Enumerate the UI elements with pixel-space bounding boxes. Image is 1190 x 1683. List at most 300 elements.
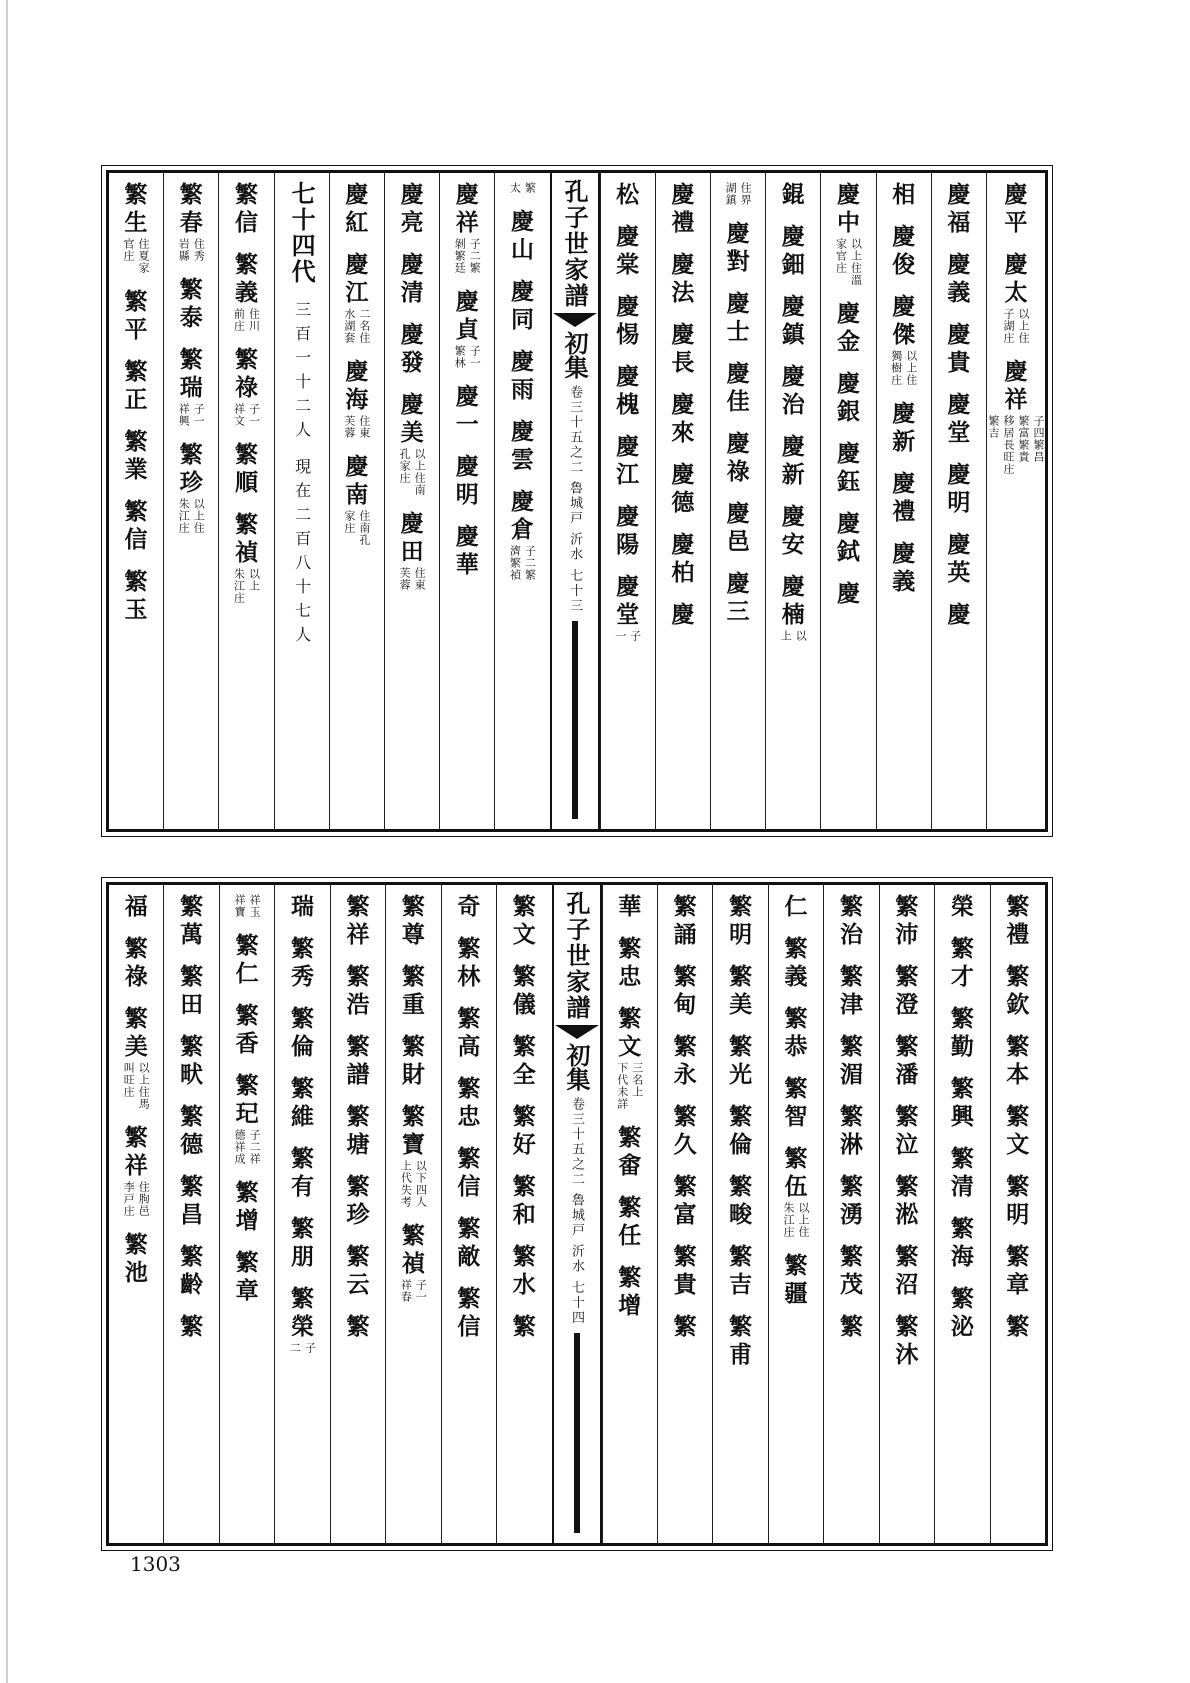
name-char: 安 [781,531,805,558]
annotation-note [232,403,260,427]
name-char: 慶 [400,321,424,348]
genealogy-entry [674,893,697,949]
name-char: 畬 [618,1152,642,1179]
name-char: 淞 [895,1201,919,1228]
genealogy-entry [727,500,750,556]
genealogy-column [990,885,1045,1543]
annotation-note [453,345,481,369]
name-char: 繁 [512,1033,536,1060]
name-char: 繁 [839,1313,863,1340]
name-char: 禮 [671,209,695,236]
generation-count: 三百一十二人 現在二百八十七人 [292,301,312,651]
name-char: 江 [345,279,369,306]
genealogy-column [768,885,823,1543]
annotation-line: 以 [794,630,808,642]
name-char: 棠 [616,251,640,278]
name-char: 一 [455,411,479,438]
annotation-line: 德祥成 [233,1129,247,1165]
genealogy-entry [401,251,424,307]
name-char: 繁 [950,1285,974,1312]
genealogy-entry [291,893,314,921]
name-char: 信 [457,1173,481,1200]
name-char: 昌 [180,1201,204,1228]
genealogy-entry [616,363,639,419]
genealogy-entry [343,453,371,546]
genealogy-entry [513,963,536,1019]
genealogy-entry [951,1005,974,1061]
annotation-note [987,415,1045,475]
name-char: 繁 [512,1103,536,1130]
genealogy-column [385,885,440,1543]
name-char: 慶 [345,181,369,208]
name-char: 繁 [895,1033,919,1060]
genealogy-column [384,173,439,829]
name-char: 繁 [291,1005,315,1032]
genealogy-entry [892,223,915,279]
name-char: 慶 [892,400,916,427]
name-char: 繁 [512,1173,536,1200]
name-char: 繁 [401,1222,425,1249]
name-char: 慶 [400,510,424,537]
genealogy-entry [1006,1243,1029,1299]
name-char: 欽 [1006,991,1030,1018]
name-char: 榮 [291,1313,315,1340]
genealogy-entry [122,181,150,274]
genealogy-entry [125,935,148,991]
genealogy-entry [289,1285,317,1354]
genealogy-entry [782,293,805,349]
annotation-line: 以上住溫 [849,238,863,286]
genealogy-entry [511,348,534,404]
annotation-line: 芙蓉 [398,567,412,591]
genealogy-entry [895,1243,918,1299]
genealogy-entry [1006,1173,1029,1229]
name-char: 繁 [179,276,203,303]
annotation-note [508,182,536,194]
name-char: 繁 [457,935,481,962]
annotation-line: 獨樹庄 [889,350,903,386]
name-char: 繁 [234,251,258,278]
name-char: 香 [235,1030,259,1057]
genealogy-column [820,173,875,829]
name-char: 繁 [124,181,148,208]
name-char: 維 [291,1103,315,1130]
annotation-line: 剝繁廷 [453,238,467,274]
genealogy-entry [343,251,371,344]
name-char: 慶 [455,181,479,208]
name-char: 增 [618,1292,642,1319]
genealogy-entry [729,1313,752,1369]
name-char: 本 [1006,1061,1030,1088]
genealogy-entry [618,893,641,921]
name-char: 文 [1006,1131,1030,1158]
genealogy-entry [895,963,918,1019]
annotation-note [398,567,426,591]
name-char: 繁 [1006,1173,1030,1200]
genealogy-entry [236,1179,259,1235]
name-char: 雲 [510,446,534,473]
name-char: 繁 [234,441,258,468]
book-title: 孔子世家譜 [562,891,591,1021]
name-char: 增 [235,1207,259,1234]
name-char: 繁 [124,1005,148,1032]
name-char: 繁 [673,1173,697,1200]
genealogy-entry [122,1005,150,1110]
genealogy-entry [235,181,258,237]
genealogy-entry [399,1103,427,1208]
name-char: 勤 [950,1033,974,1060]
name-char: 慶 [781,433,805,460]
genealogy-column [329,173,384,829]
genealogy-entry [895,1033,918,1089]
genealogy-entry [291,1075,314,1131]
name-char: 繁 [234,346,258,373]
name-char: 慶 [892,223,916,250]
name-char: 慶 [947,251,971,278]
genealogy-entry [674,1313,697,1341]
genealogy-entry [785,935,808,991]
genealogy-entry [457,1285,480,1341]
genealogy-entry [180,1243,203,1299]
genealogy-entry [951,1075,974,1131]
annotation-note [398,448,426,496]
name-char: 繁 [1006,893,1030,920]
annotation-line: 祥玉 [248,894,262,918]
annotation-line: 上代失考 [399,1160,413,1208]
name-char: 慶 [671,251,695,278]
genealogy-entry [1005,181,1028,237]
annotation-note [233,1129,261,1165]
genealogy-entry [402,893,425,949]
name-char: 義 [234,279,258,306]
annotation-note [233,894,261,918]
name-char: 繁 [839,1033,863,1060]
name-char: 正 [124,386,148,413]
genealogy-entry [232,346,260,427]
genealogy-entry [180,1173,203,1229]
name-char: 德 [671,489,695,516]
name-char: 祿 [124,963,148,990]
name-char: 慶 [510,488,534,515]
annotation-line: 繁林 [453,345,467,369]
name-char: 繁 [895,1103,919,1130]
genealogy-entry [616,433,639,489]
name-char: 慶 [616,363,640,390]
name-char: 禎 [234,539,258,566]
name-char: 繁 [457,1145,481,1172]
name-char: 慶 [781,223,805,250]
genealogy-column [330,885,385,1543]
name-char: 法 [671,279,695,306]
name-char: 湧 [839,1201,863,1228]
genealogy-entry [399,1222,427,1303]
name-char: 慶 [455,523,479,550]
chapter-meta: 卷三十五之二 魯城戸 沂水 七十三 [567,385,583,614]
genealogy-entry [456,453,479,509]
name-char: 繁 [729,1243,753,1270]
name-char: 久 [673,1131,697,1158]
name-char: 祿 [234,374,258,401]
columns-top [109,173,1045,829]
name-char: 慶 [510,418,534,445]
name-char: 鎮 [781,321,805,348]
name-char: 繁 [895,1243,919,1270]
annotation-line: 以上住 [192,498,206,534]
annotation-note [177,403,205,427]
genealogy-column [879,885,934,1543]
name-char: 任 [618,1222,642,1249]
genealogy-entry [840,893,863,949]
annotation-line: 繁吉 [987,415,1000,439]
genealogy-entry [671,321,694,377]
genealogy-entry [782,503,805,559]
name-char: 順 [234,469,258,496]
name-char: 義 [784,963,808,990]
genealogy-entry [727,570,750,626]
name-char: 珍 [179,469,203,496]
genealogy-entry [343,358,371,439]
name-char: 慶 [455,453,479,480]
genealogy-entry [1006,1033,1029,1089]
name-char: 長 [671,349,695,376]
genealogy-column [274,173,329,829]
name-char: 田 [400,538,424,565]
genealogy-column [823,885,878,1543]
name-char: 慶 [671,531,695,558]
name-char: 德 [180,1131,204,1158]
genealogy-entry [508,181,536,194]
name-char: 畎 [180,1061,204,1088]
annotation-line: 祥寶 [233,894,247,918]
name-char: 倫 [729,1131,753,1158]
name-char: 繁 [401,1033,425,1060]
annotation-note [834,238,862,286]
annotation-line: 朱江庄 [782,1202,796,1238]
genealogy-column [439,173,494,829]
annotation-line: 子二繁 [468,238,482,274]
genealogy-column [109,885,163,1543]
center-header [550,173,600,829]
genealogy-entry [987,358,1045,475]
name-char: 繁 [179,346,203,373]
name-char: 山 [510,236,534,263]
name-char: 玘 [235,1100,259,1127]
name-char: 章 [235,1277,259,1304]
name-char: 清 [400,279,424,306]
name-char: 浩 [346,991,370,1018]
genealogy-entry [947,601,970,629]
name-char: 伍 [784,1173,808,1200]
name-char: 繁 [950,1005,974,1032]
genealogy-entry [947,181,970,237]
name-char: 沛 [895,921,919,948]
name-char: 秀 [291,963,315,990]
genealogy-column [765,173,820,829]
genealogy-entry [782,181,805,209]
name-char: 繁 [179,181,203,208]
name-char: 慶 [510,348,534,375]
genealogy-entry [1006,963,1029,1019]
genealogy-panel-top [106,170,1048,832]
name-char: 畯 [729,1201,753,1228]
name-char: 智 [784,1103,808,1130]
name-char: 繁 [673,1033,697,1060]
name-char: 興 [950,1103,974,1130]
genealogy-entry [398,391,426,496]
name-char: 繁 [346,1033,370,1060]
page-spine-line [6,0,8,1683]
genealogy-entry [232,511,260,604]
name-char: 慶 [616,433,640,460]
name-char: 鈿 [781,251,805,278]
name-char: 貴 [673,1271,697,1298]
name-char: 楠 [781,601,805,628]
name-char: 有 [291,1173,315,1200]
name-char: 同 [510,306,534,333]
name-char: 池 [124,1259,148,1286]
name-char: 尊 [401,921,425,948]
genealogy-column [986,173,1045,829]
genealogy-entry [895,1173,918,1229]
name-char: 慶 [947,321,971,348]
annotation-line: 子 [303,1342,317,1354]
name-char: 慶 [836,580,860,607]
name-char: 繁 [950,1215,974,1242]
name-char: 文 [618,1033,642,1060]
genealogy-entry [236,1002,259,1058]
name-char: 繁 [673,963,697,990]
name-char: 繁 [1006,1103,1030,1130]
name-char: 茂 [839,1271,863,1298]
annotation-line: 以上住 [1017,308,1030,344]
name-char: 高 [457,1033,481,1060]
annotation-line: 岩縣 [177,238,191,262]
name-char: 繁 [618,1124,642,1151]
name-char: 繁 [839,1103,863,1130]
genealogy-entry [892,470,915,526]
name-char: 瑞 [179,374,203,401]
genealogy-entry [402,963,425,1019]
name-char: 云 [346,1271,370,1298]
annotation-line: 子一 [468,345,482,369]
genealogy-entry [782,223,805,279]
annotation-note [122,238,150,274]
name-char: 重 [401,991,425,1018]
genealogy-entry [727,430,750,486]
name-char: 慶 [836,510,860,537]
name-char: 金 [836,328,860,355]
genealogy-entry [840,1033,863,1089]
genealogy-entry [779,573,807,642]
name-char: 禮 [892,498,916,525]
genealogy-entry [895,1313,918,1369]
name-char: 福 [947,209,971,236]
name-char: 貞 [455,316,479,343]
name-char: 治 [781,391,805,418]
genealogy-entry [616,1005,644,1110]
genealogy-entry [782,363,805,419]
name-char: 繁 [618,935,642,962]
annotation-note [343,308,371,344]
annotation-note [1002,308,1030,344]
genealogy-entry [511,418,534,474]
name-char: 祿 [726,458,750,485]
genealogy-entry [616,293,639,349]
name-char: 疆 [784,1280,808,1307]
name-char: 慶 [345,358,369,385]
genealogy-entry [291,1005,314,1061]
genealogy-column [931,173,986,829]
genealogy-entry [947,251,970,307]
chapter-meta: 卷三十五之二 魯城戸 沂水 七十四 [569,1097,584,1326]
name-char: 仁 [784,893,808,920]
annotation-note [399,1279,427,1303]
name-char: 繁 [346,1313,370,1340]
name-char: 華 [455,551,479,578]
annotation-note [453,238,481,274]
annotation-note [890,350,918,386]
annotation-line: 祥春 [399,1279,413,1303]
genealogy-entry [457,1005,480,1061]
genealogy-entry [951,893,974,921]
name-char: 禎 [401,1250,425,1277]
genealogy-entry [671,461,694,517]
name-char: 慶 [836,370,860,397]
name-char: 光 [729,1061,753,1088]
name-char: 繁 [729,963,753,990]
name-char: 慶 [892,470,916,497]
name-char: 繁 [1006,963,1030,990]
name-char: 繁 [1006,1313,1030,1340]
genealogy-entry [674,1103,697,1159]
name-char: 鉽 [836,538,860,565]
name-char: 榮 [950,893,974,920]
name-char: 繁 [729,1103,753,1130]
name-char: 美 [729,991,753,1018]
genealogy-column [657,885,712,1543]
name-char: 錕 [781,181,805,208]
genealogy-entry [125,568,148,624]
page-number: 1303 [130,1552,181,1576]
name-char: 財 [401,1061,425,1088]
genealogy-entry [180,1033,203,1089]
genealogy-entry [511,208,534,264]
name-char: 平 [124,316,148,343]
genealogy-entry [951,935,974,991]
genealogy-entry [724,181,752,206]
annotation-line: 以下四人 [414,1160,428,1208]
annotation-line: 繁富繁貴 [1017,415,1030,463]
name-char: 繁 [180,1173,204,1200]
genealogy-entry [951,1145,974,1201]
fish-tail-mark [553,313,597,327]
name-char: 繁 [512,963,536,990]
genealogy-entry [616,181,639,209]
annotation-line: 朱江庄 [177,498,191,534]
genealogy-entry [618,935,641,991]
genealogy-entry [674,1243,697,1299]
name-char: 繁 [729,1033,753,1060]
name-char: 慶 [616,293,640,320]
name-char: 田 [180,991,204,1018]
center-bar [574,1333,580,1533]
name-char: 繁 [235,1179,259,1206]
genealogy-entry [785,893,808,921]
name-char: 譜 [346,1061,370,1088]
name-char: 華 [618,893,642,920]
genealogy-entry [834,181,862,286]
name-char: 忠 [618,963,642,990]
